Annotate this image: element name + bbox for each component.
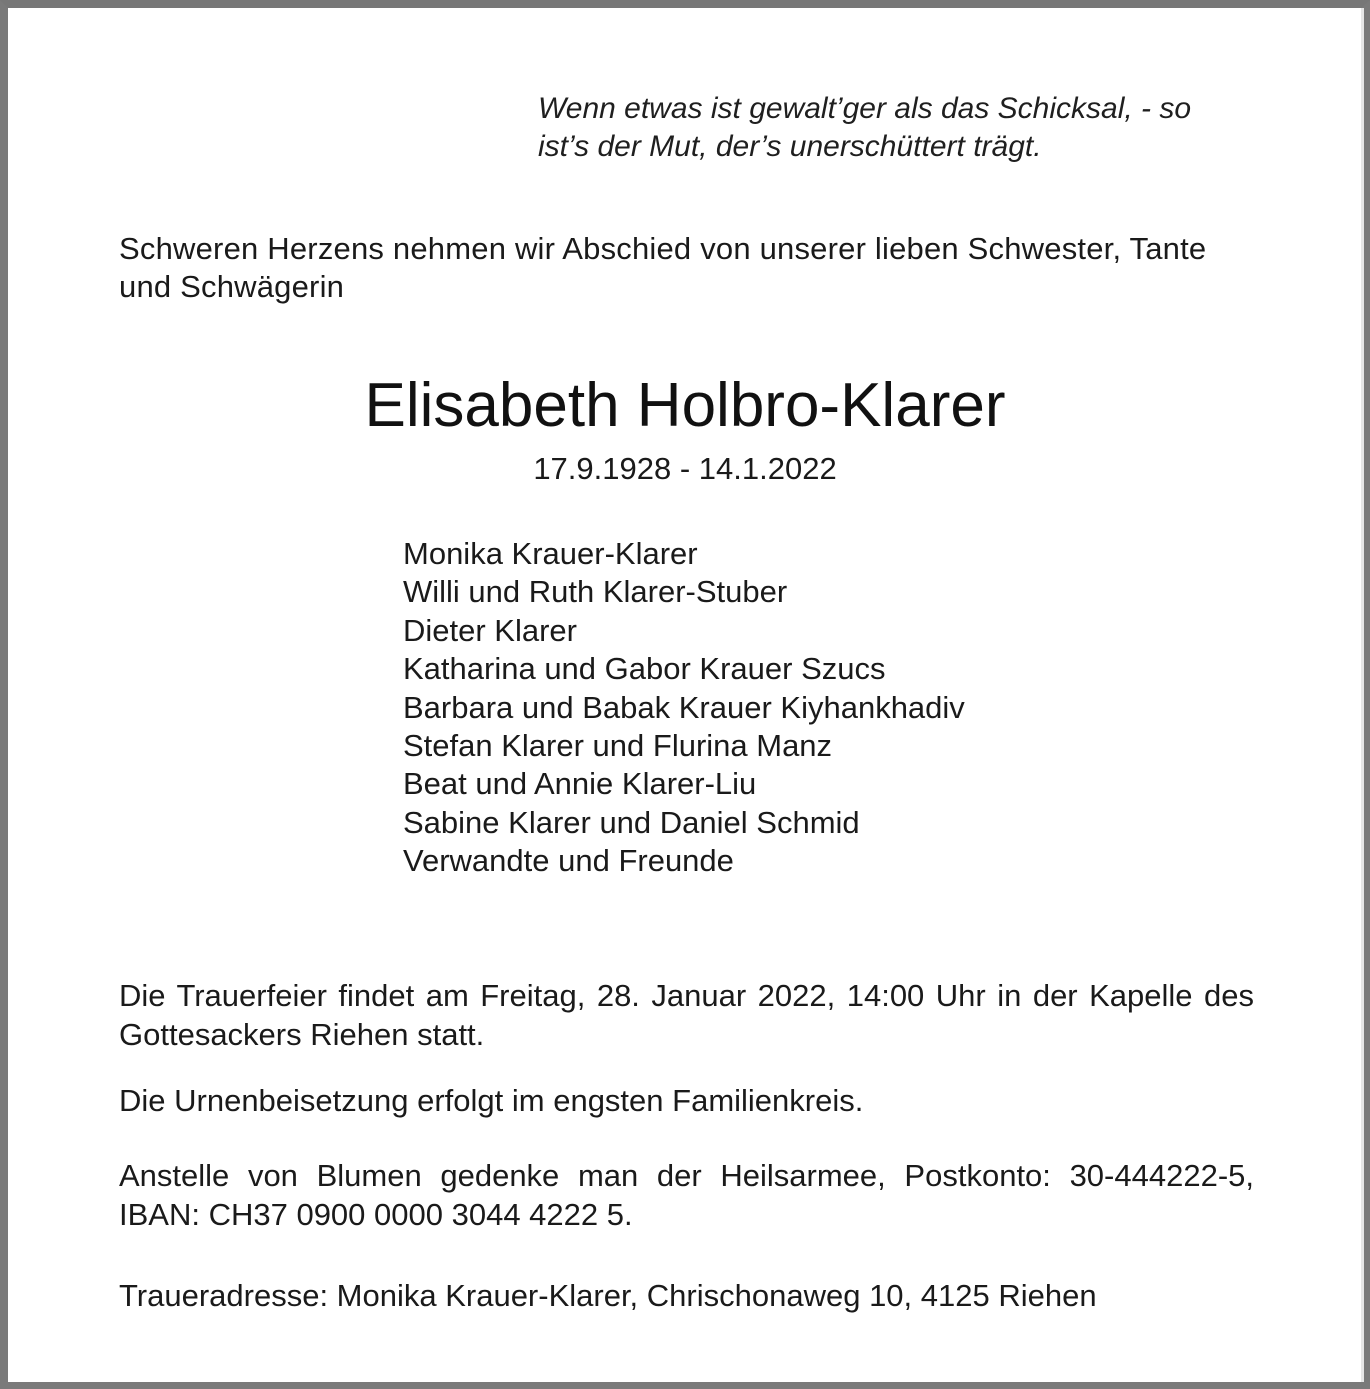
mourner-item: Verwandte und Freunde (403, 843, 734, 879)
mourner-item: Katharina und Gabor Krauer Szucs (403, 651, 886, 687)
mourner-item: Barbara und Babak Krauer Kiyhankhadiv (403, 689, 965, 725)
urn-info: Die Urnenbeisetzung erfolgt im engsten Familienkreis. (119, 1083, 864, 1118)
mourners-list (403, 535, 1123, 881)
intro-text: Schweren Herzens nehmen wir Abschied von unserer lieben Schwester, Tante und Schwägerin (119, 231, 1207, 304)
funeral-info: Die Trauerfeier findet am Freitag, 28. Januar 2022, 14:00 Uhr in der Kapelle des Gottesackers Riehen statt. (119, 978, 1254, 1052)
mourner-item: Sabine Klarer und Daniel Schmid (403, 804, 860, 840)
mourner-item: Monika Krauer-Klarer (403, 536, 698, 571)
deceased-name: Elisabeth Holbro-Klarer (364, 371, 1006, 440)
mourner-item: Beat und Annie Klarer-Liu (403, 766, 757, 802)
life-dates: 17.9.1928 - 14.1.2022 (533, 451, 837, 486)
mourner-item: Willi und Ruth Klarer-Stuber (403, 574, 788, 610)
mourner-item: Stefan Klarer und Flurina Manz (403, 728, 833, 764)
donation-info: Anstelle von Blumen gedenke man der Heilsarmee, Postkonto: 30-444222-5, IBAN: CH37 0900 0000 3044 4222 5. (119, 1158, 1254, 1232)
mourning-address: Traueradresse: Monika Krauer-Klarer, Chrischonaweg 10, 4125 Riehen (119, 1278, 1097, 1313)
mourner-item: Dieter Klarer (403, 612, 577, 648)
epigraph-quote: Wenn etwas ist gewalt’ger als das Schicksal, - so ist’s der Mut, der’s unerschüttert trägt. (538, 92, 1192, 163)
